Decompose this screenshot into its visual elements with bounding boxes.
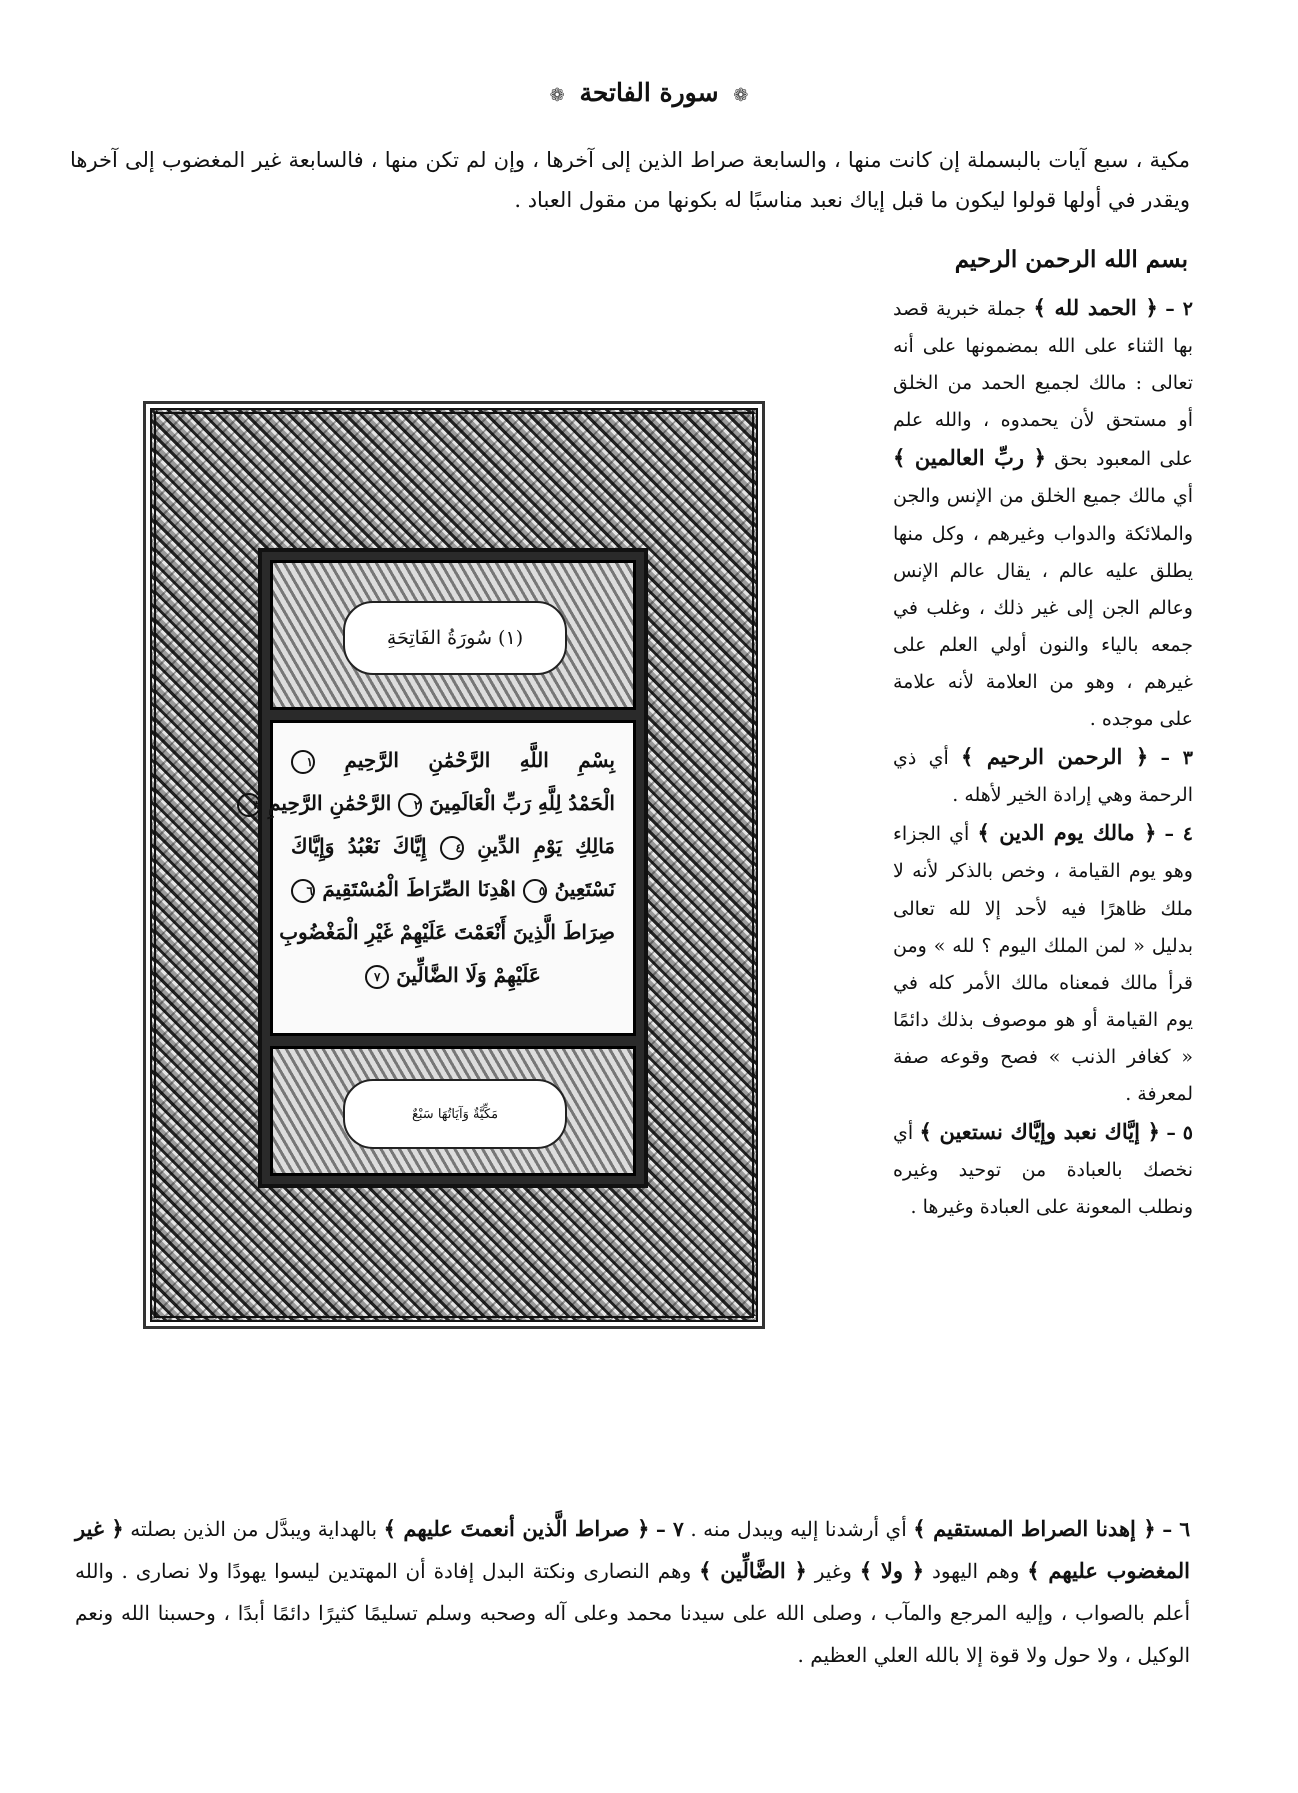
- ayah-marker-icon: ٧: [365, 965, 389, 989]
- surah-title: [0, 78, 1298, 107]
- verse-phrase: ﴿ الرحمن الرحيم ﴾: [960, 744, 1149, 770]
- ayah-marker-icon: ١: [291, 750, 315, 774]
- verse-explanation: وغير: [814, 1559, 852, 1583]
- verse-3-commentary: [893, 738, 1193, 814]
- surah-text-panel: [252, 720, 636, 1036]
- verse-5-commentary: [893, 1113, 1193, 1226]
- surah-title-text: سورة الفاتحة: [579, 78, 719, 107]
- surah-footer-cartouche: مَكِّيَّةٌ وَآيَاتُهَا سَبْعٌ: [343, 1079, 567, 1149]
- verse-phrase: ﴿ صراط الَّذين أنعمتَ عليهم ﴾: [383, 1516, 650, 1541]
- verse-explanation: أي ذي الرحمة وهي إرادة الخير لأهله .: [893, 747, 1193, 807]
- surah-line: نَسْتَعِينُ ٥ اهْدِنَا الصِّرَاطَ الْمُسْتَقِيمَ ٦: [291, 868, 615, 911]
- surah-line: بِسْمِ اللَّهِ الرَّحْمَٰنِ الرَّحِيمِ ١: [291, 739, 615, 782]
- verse-explanation: جملة خبرية قصد بها الثناء على الله بمضمونها على أنه تعالى : مالك لجميع الحمد من الخلق أو مستحق لأن يحمدوه ، والله علم على المعبود بحق: [893, 298, 1193, 471]
- verse-phrase: ﴿ غير المغضوب عليهم ﴾: [75, 1516, 1190, 1583]
- ornament-icon: ❁: [733, 85, 749, 106]
- ayah-marker-icon: ٤: [440, 836, 464, 860]
- verse-phrase: ﴿ إهدنا الصراط المستقيم ﴾: [913, 1516, 1156, 1541]
- surah-line: صِرَاطَ الَّذِينَ أَنْعَمْتَ عَلَيْهِمْ غَيْرِ الْمَغْضُوبِ: [279, 920, 615, 944]
- verse-explanation: بالهداية ويبدَّل من الذين بصلته: [130, 1517, 378, 1541]
- verse-number: ٧ –: [655, 1517, 684, 1541]
- verse-explanation: أي نخصك بالعبادة من توحيد وغيره ونطلب المعونة على العبادة وغيرها .: [893, 1122, 1193, 1219]
- ayah-marker-icon: ٣: [237, 793, 261, 817]
- ayah-marker-icon: ٢: [398, 793, 422, 817]
- footer-panel: [270, 1046, 636, 1176]
- verse-phrase: ﴿ إيَّاك نعبد وإيَّاك نستعين ﴾: [919, 1119, 1160, 1145]
- verse-number: ٤ –: [1164, 823, 1193, 846]
- verse-explanation: أي الجزاء وهو يوم القيامة ، وخص بالذكر لأنه لا ملك ظاهرًا فيه لأحد إلا لله تعالى بدليل « لمن الملك اليوم ؟ لله » ومن قرأ مالك فمعناه مالك الأمر كله في يوم القيامة أو هو موصوف بذلك دائمًا « كغافر الذنب » فصح وقوعه صفة لمعرفة .: [893, 823, 1193, 1105]
- frame-inner-border: [252, 548, 648, 1188]
- ayah-marker-icon: ٥: [523, 879, 547, 903]
- surah-line: مَالِكِ يَوْمِ الدِّينِ ٤ إِيَّاكَ نَعْبُدُ وَإِيَّاكَ: [291, 834, 616, 858]
- ayah-marker-icon: ٦: [291, 879, 315, 903]
- verse-number: ٥ –: [1166, 1122, 1194, 1145]
- verse-explanation: وهم النصارى ونكتة البدل إفادة أن المهتدين ليسوا يهودًا ولا نصارى . والله أعلم بالصواب ، وإليه المرجع والمآب ، وصلى الله على سيدنا محمد وعلى آله وصحبه وسلم تسليمًا كثيرًا دائمًا أبدًا ، وحسبنا الله ونعم الوكيل ، ولا حول ولا قوة إلا بالله العلي العظيم .: [75, 1559, 1190, 1667]
- surah-header-cartouche: (١) سُورَةُ الفَاتِحَةِ: [343, 601, 567, 675]
- verse-number: ٢ –: [1165, 298, 1193, 320]
- ornament-icon: ❁: [549, 85, 565, 106]
- verse-explanation: أي أرشدنا إليه ويبدل منه .: [690, 1517, 907, 1541]
- intro-paragraph: مكية ، سبع آيات بالبسملة إن كانت منها ، والسابعة صراط الذين إلى آخرها ، وإن لم تكن منها ، فالسابعة غير المغضوب إلى آخرها ويقدر في أولها قولوا ليكون ما قبل إياك نعبد مناسبًا له بكونها من مقول العباد .: [70, 148, 1190, 212]
- verse-explanation: وهم اليهود: [931, 1559, 1020, 1583]
- illuminated-frame: [150, 408, 758, 1322]
- verse-explanation: أي مالك جميع الخلق من الإنس والجن والملائكة والدواب وغيرهم ، وكل منها يطلق عليه عالم ، يقال عالم الإنس وعالم الجن إلى غير ذلك ، وغلب في جمعه بالياء والنون أولي العلم على غيرهم ، وهو من العلامة لأنه علامة على موجده .: [893, 485, 1193, 731]
- verse-phrase: ﴿ ربِّ العالمين ﴾: [893, 445, 1046, 471]
- surah-line: عَلَيْهِمْ وَلَا الضَّالِّينَ ٧: [291, 954, 615, 997]
- verse-2-commentary: [893, 289, 1193, 738]
- verse-number: ٣ –: [1160, 747, 1193, 770]
- basmala-heading: بسم الله الرحمن الرحيم: [954, 246, 1188, 273]
- verse-4-commentary: [893, 814, 1193, 1113]
- surah-line: الْحَمْدُ لِلَّهِ رَبِّ الْعَالَمِينَ ٢ الرَّحْمَٰنِ الرَّحِيمِ ٣: [291, 782, 615, 825]
- verse-phrase: ﴿ مالك يوم الدين ﴾: [977, 820, 1157, 846]
- verse-phrase: ﴿ الضَّالِّين ﴾: [699, 1558, 807, 1583]
- closing-commentary: [75, 1508, 1190, 1676]
- header-panel: [270, 560, 636, 710]
- verse-phrase: ﴿ ولا ﴾: [859, 1558, 925, 1583]
- verse-phrase: ﴿ الحمد لله ﴾: [1033, 295, 1158, 320]
- verse-number: ٦ –: [1162, 1517, 1191, 1541]
- commentary-column: [893, 289, 1193, 1226]
